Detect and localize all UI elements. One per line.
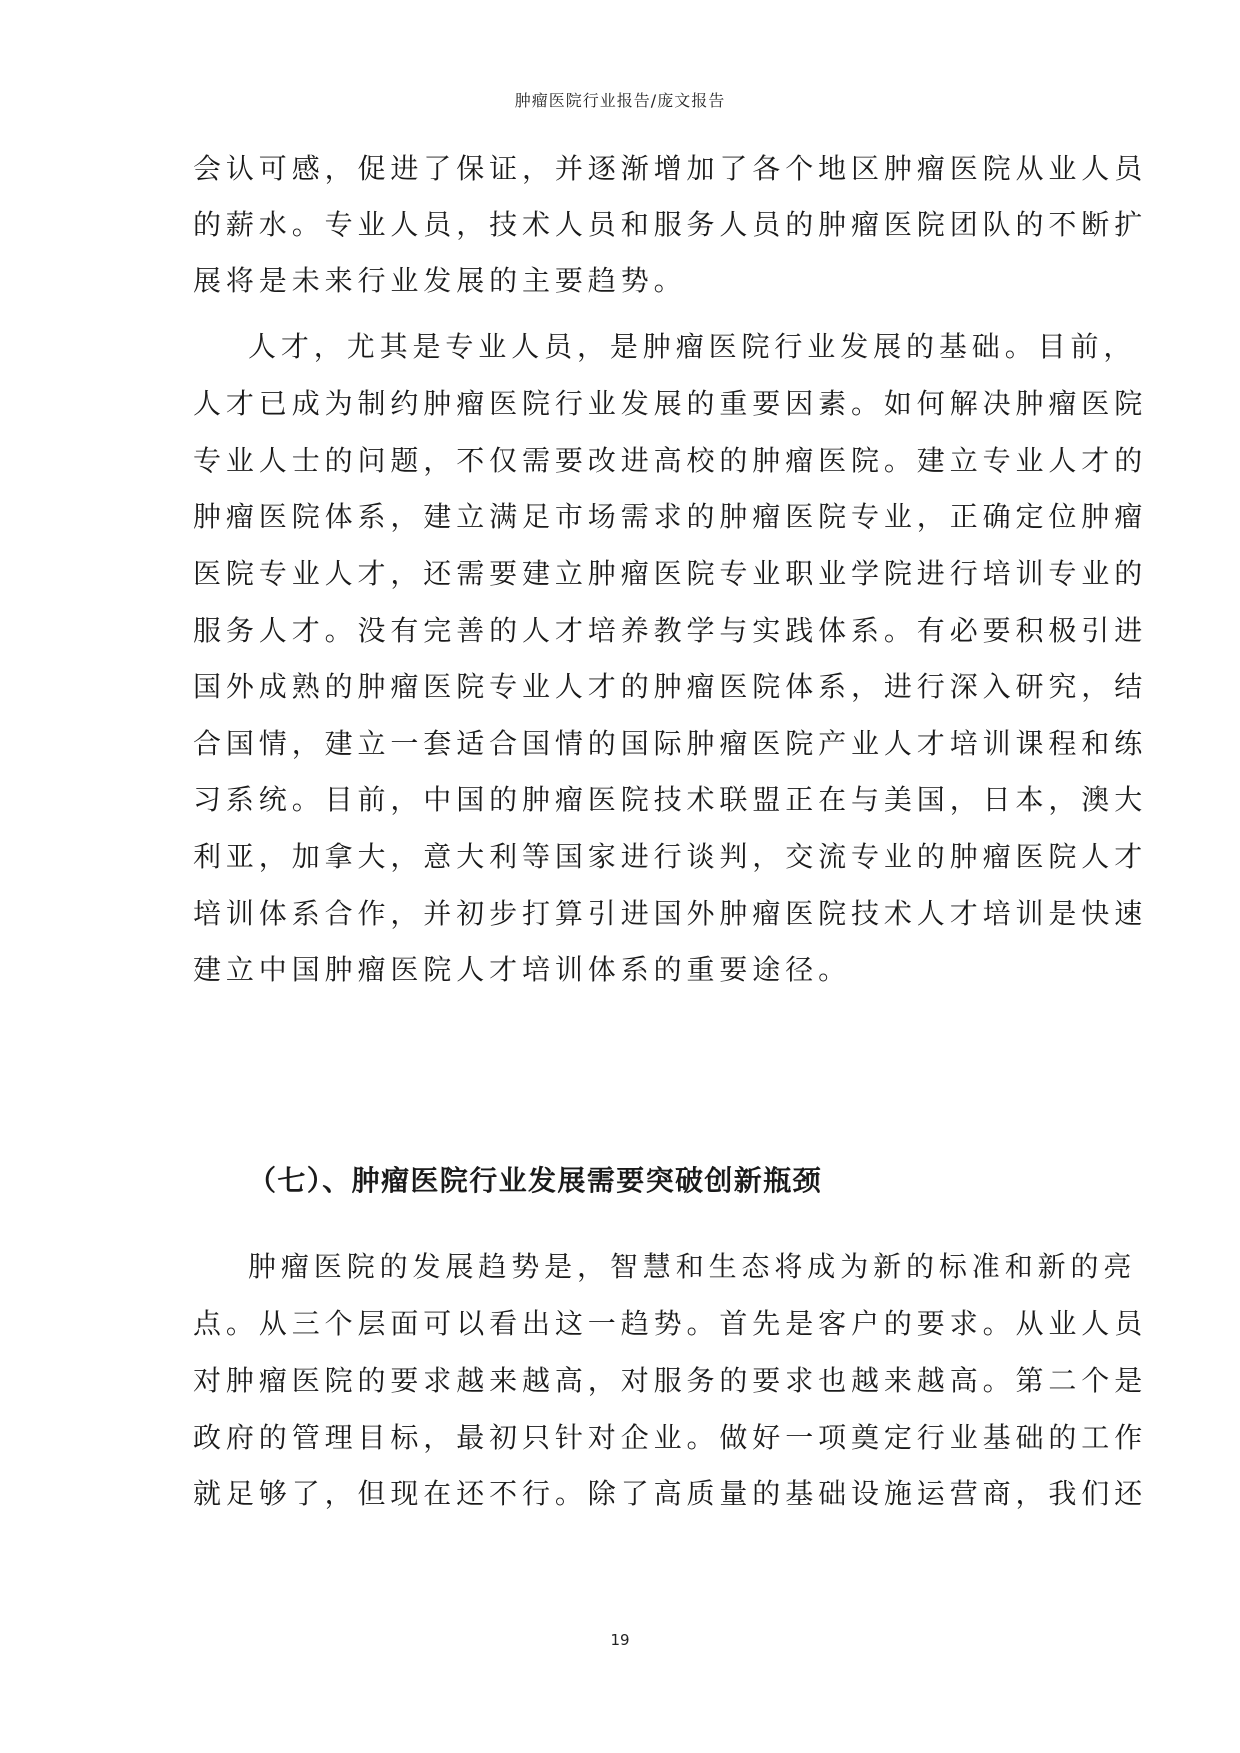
paragraph-line: 国外成熟的肿瘤医院专业人才的肿瘤医院体系，进行深入研究，结 — [193, 670, 1148, 703]
paragraph-line: 会认可感，促进了保证，并逐渐增加了各个地区肿瘤医院从业人员 — [193, 152, 1148, 185]
paragraph-line: 肿瘤医院体系，建立满足市场需求的肿瘤医院专业，正确定位肿瘤 — [193, 500, 1148, 533]
paragraph-line: 就足够了，但现在还不行。除了高质量的基础设施运营商，我们还 — [193, 1477, 1148, 1510]
paragraph-line: 的薪水。专业人员，技术人员和服务人员的肿瘤医院团队的不断扩 — [193, 208, 1148, 241]
paragraph-line: 展将是未来行业发展的主要趋势。 — [193, 264, 687, 297]
paragraph-line: 人才已成为制约肿瘤医院行业发展的重要因素。如何解决肿瘤医院 — [193, 387, 1148, 420]
paragraph-line: 对肿瘤医院的要求越来越高，对服务的要求也越来越高。第二个是 — [193, 1364, 1148, 1397]
section-heading: （七）、肿瘤医院行业发展需要突破创新瓶颈 — [248, 1164, 823, 1197]
paragraph-line: 医院专业人才，还需要建立肿瘤医院专业职业学院进行培训专业的 — [193, 557, 1148, 590]
paragraph-line: 专业人士的问题，不仅需要改进高校的肿瘤医院。建立专业人才的 — [193, 444, 1148, 477]
paragraph-line: 习系统。目前，中国的肿瘤医院技术联盟正在与美国，日本，澳大 — [193, 783, 1148, 816]
paragraph-line: 利亚，加拿大，意大利等国家进行谈判，交流专业的肿瘤医院人才 — [193, 840, 1148, 873]
paragraph-line: 肿瘤医院的发展趋势是，智慧和生态将成为新的标准和新的亮 — [248, 1250, 1137, 1283]
page-number: 19 — [610, 1631, 630, 1649]
paragraph-line: 培训体系合作，并初步打算引进国外肿瘤医院技术人才培训是快速 — [193, 897, 1148, 930]
paragraph-line: 合国情，建立一套适合国情的国际肿瘤医院产业人才培训课程和练 — [193, 727, 1148, 760]
paragraph-line: 服务人才。没有完善的人才培养教学与实践体系。有必要积极引进 — [193, 614, 1148, 647]
paragraph-line: 政府的管理目标，最初只针对企业。做好一项奠定行业基础的工作 — [193, 1421, 1148, 1454]
paragraph-line: 点。从三个层面可以看出这一趋势。首先是客户的要求。从业人员 — [193, 1307, 1148, 1340]
paragraph-line: 人才，尤其是专业人员，是肿瘤医院行业发展的基础。目前， — [248, 330, 1137, 363]
running-header: 肿瘤医院行业报告/庞文报告 — [514, 91, 726, 110]
paragraph-line: 建立中国肿瘤医院人才培训体系的重要途径。 — [193, 953, 852, 986]
